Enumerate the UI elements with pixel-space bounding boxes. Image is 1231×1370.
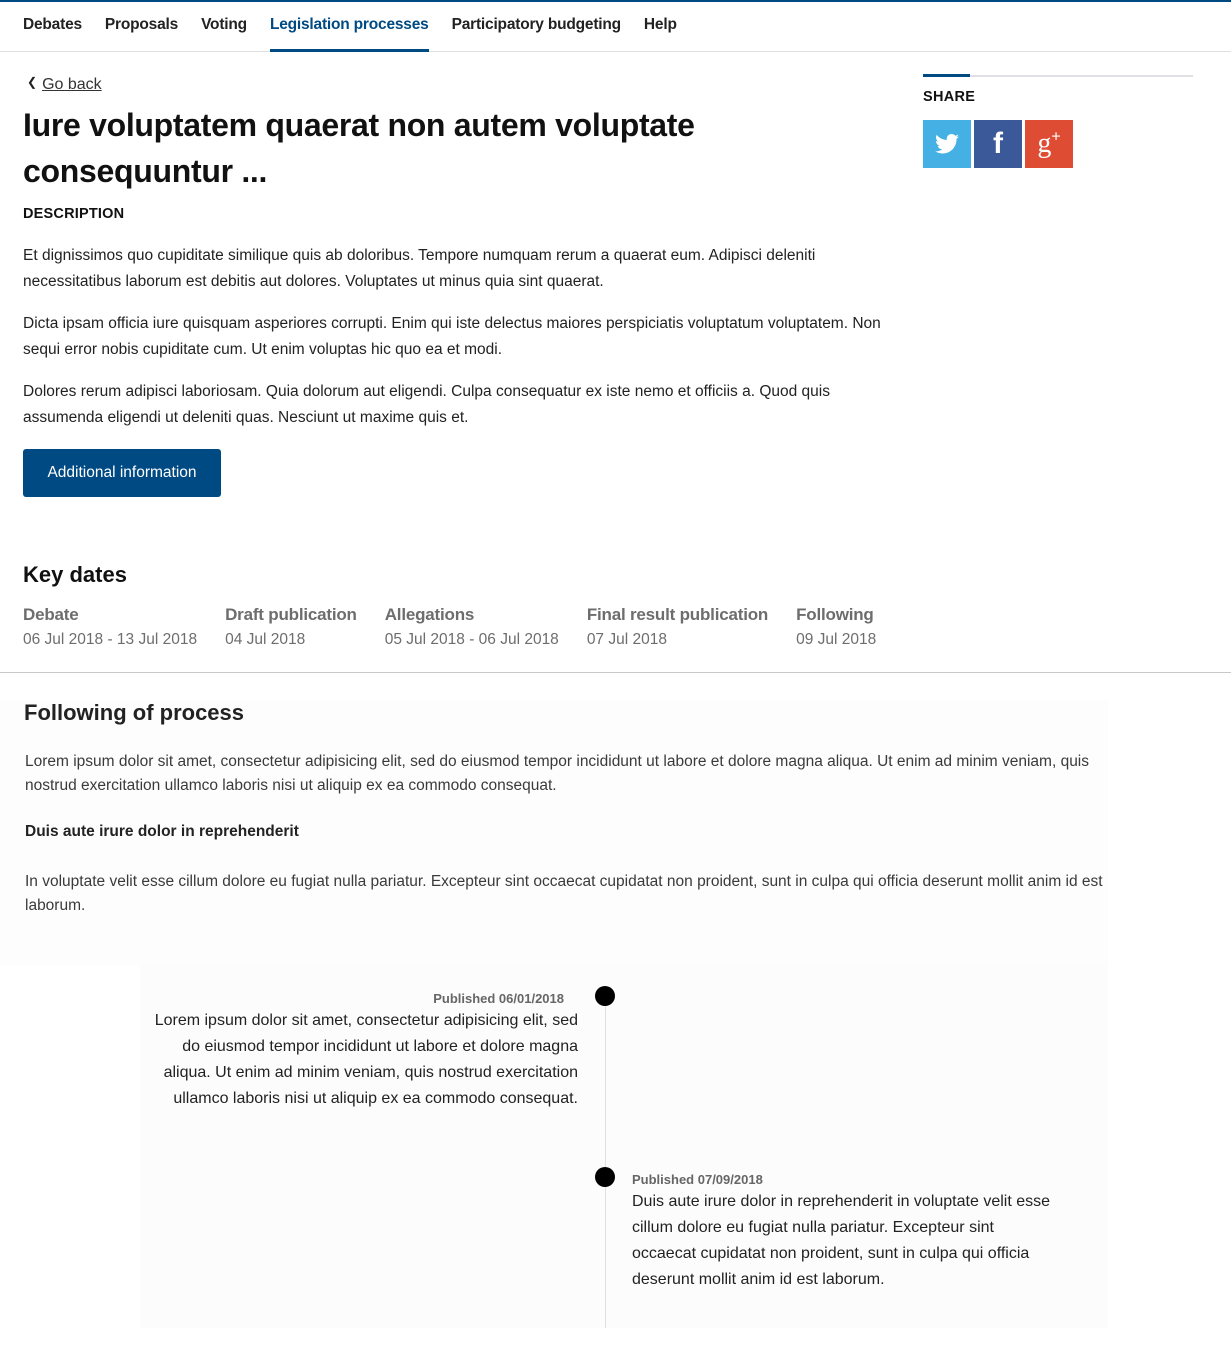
- nav-item-help[interactable]: Help: [643, 16, 677, 33]
- description: [23, 243, 903, 447]
- share-buttons: [923, 120, 1193, 168]
- nav-item-legislation-processes[interactable]: Legislation processes: [270, 2, 429, 52]
- key-date-label: Draft publication: [225, 605, 357, 624]
- key-date-value: 05 Jul 2018 - 06 Jul 2018: [384, 631, 559, 648]
- following-subtitle: Duis aute irure dolor in reprehenderit: [25, 823, 299, 840]
- key-dates-title: Key dates: [23, 562, 127, 587]
- google-plus-icon: g+: [1037, 128, 1061, 159]
- description-paragraph: Dolores rerum adipisci laboriosam. Quia dolorum aut eligendi. Culpa consequatur ex iste nemo et officiis a. Quod quis assumenda eligendi ut deleniti quas. Nesciunt ut maxime quis et.: [23, 383, 830, 426]
- key-date-label: Following: [796, 605, 874, 624]
- timeline-dot-icon: [595, 1167, 615, 1187]
- key-date-debate: [23, 603, 197, 653]
- share-facebook-button[interactable]: [974, 120, 1022, 168]
- following-paragraph: In voluptate velit esse cillum dolore eu fugiat nulla pariatur. Excepteur sint occaecat cupidatat non proident, sunt in culpa qui officia deserunt mollit anim id est laborum.: [25, 873, 1103, 914]
- timeline-entry-text: Duis aute irure dolor in reprehenderit in voluptate velit esse cillum dolore eu fugiat nulla pariatur. Excepteur sint occaecat cupidatat non proident, sunt in culpa qui officia deserunt mollit anim id est laborum.: [632, 1193, 1051, 1288]
- key-date-value: 07 Jul 2018: [586, 631, 667, 648]
- top-navigation-bar: [0, 0, 1231, 52]
- chevron-left-icon: ❮: [27, 75, 38, 89]
- key-date-following: [796, 603, 876, 653]
- main-nav: [23, 2, 700, 52]
- nav-item-proposals[interactable]: Proposals: [104, 16, 179, 33]
- share-label: SHARE: [923, 89, 976, 105]
- go-back-link-container: [27, 76, 102, 94]
- key-date-final-result-publication: [587, 603, 768, 653]
- key-date-value: 06 Jul 2018 - 13 Jul 2018: [23, 631, 198, 648]
- nav-item-voting[interactable]: Voting: [201, 16, 247, 33]
- additional-information-button[interactable]: Additional information: [23, 449, 221, 497]
- timeline-entry: [150, 990, 578, 1112]
- description-label: DESCRIPTION: [23, 206, 125, 222]
- twitter-icon: [935, 134, 959, 154]
- key-date-value: 04 Jul 2018: [225, 631, 306, 648]
- timeline-published-date: Published 07/09/2018: [632, 1172, 763, 1187]
- key-date-label: Final result publication: [586, 605, 769, 624]
- share-twitter-button[interactable]: [923, 120, 971, 168]
- key-date-label: Allegations: [384, 605, 475, 624]
- key-date-value: 09 Jul 2018: [796, 631, 877, 648]
- key-date-draft-publication: [225, 603, 357, 653]
- share-divider: [923, 75, 1193, 77]
- description-paragraph: Et dignissimos quo cupiditate similique quis ab doloribus. Tempore numquam rerum a quaerat eum. Adipisci deleniti necessitatibus laborum est debitis aut dolores. Voluptates ut minus quia sint quaerat.: [23, 247, 816, 290]
- facebook-icon: f: [993, 127, 1003, 160]
- go-back-link[interactable]: Go back: [42, 76, 102, 93]
- nav-item-participatory-budgeting[interactable]: Participatory budgeting: [451, 16, 621, 33]
- page-title: Iure voluptatem quaerat non autem voluptate consequuntur ...: [23, 107, 695, 189]
- share-panel: [923, 75, 1193, 168]
- following-title: Following of process: [24, 700, 245, 725]
- key-date-allegations: [385, 603, 559, 653]
- key-dates-list: [23, 603, 904, 653]
- following-paragraph: Lorem ipsum dolor sit amet, consectetur adipisicing elit, sed do eiusmod tempor incididunt ut labore et dolore magna aliqua. Ut enim ad minim veniam, quis nostrud exercitation ullamco laboris nisi ut aliquip ex ea commodo consequat.: [25, 753, 1090, 794]
- timeline-line: [605, 996, 606, 1328]
- timeline-published-date: Published 06/01/2018: [433, 991, 564, 1006]
- nav-item-debates[interactable]: Debates: [23, 16, 82, 33]
- section-divider: [0, 672, 1231, 673]
- timeline-entry-text: Lorem ipsum dolor sit amet, consectetur adipisicing elit, sed do eiusmod tempor incididunt ut labore et dolore magna aliqua. Ut enim ad minim veniam, quis nostrud exercitation ullamco laboris nisi ut aliquip ex ea commodo consequat.: [154, 1012, 578, 1107]
- key-date-label: Debate: [23, 605, 79, 624]
- description-paragraph: Dicta ipsam officia iure quisquam asperiores corrupti. Enim qui iste delectus maiores perspiciatis voluptatum voluptatem. Non sequi error nobis cupiditate cum. Ut enim voluptas hic quo ea et modi.: [23, 315, 881, 358]
- timeline-dot-icon: [595, 986, 615, 1006]
- timeline-entry: [632, 1171, 1062, 1293]
- share-google-plus-button[interactable]: [1025, 120, 1073, 168]
